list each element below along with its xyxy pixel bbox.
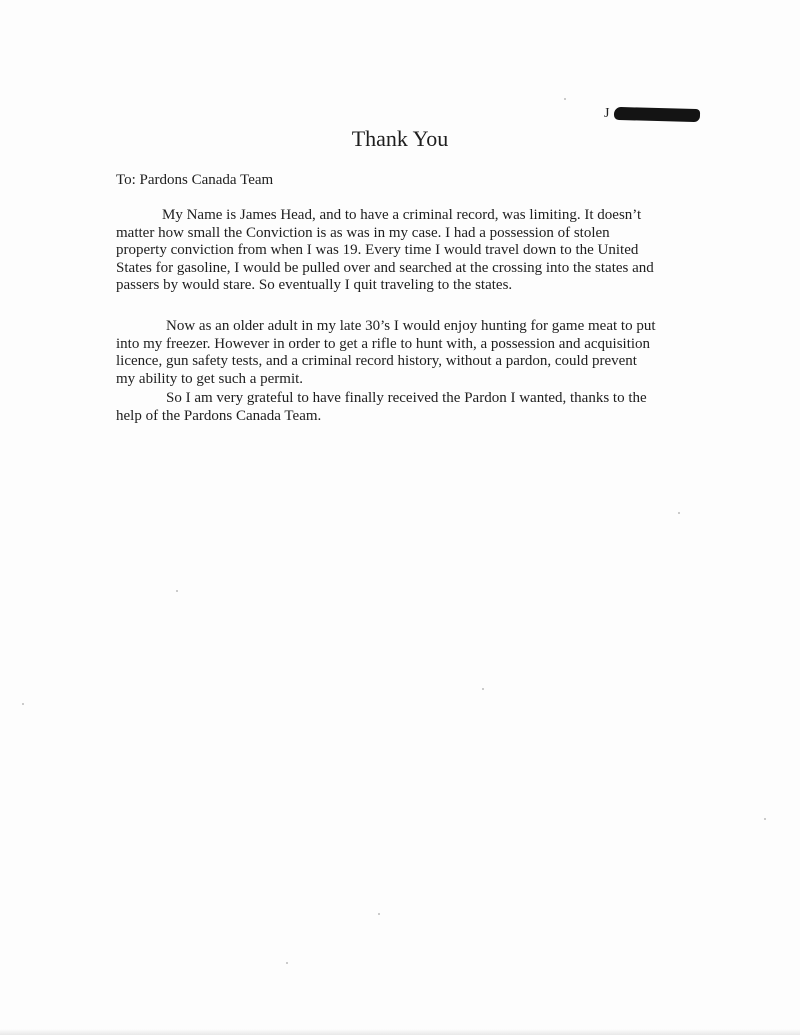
- paragraph-line: into my freezer. However in order to get a rifle to hunt with, a possession and acquisition: [116, 335, 651, 352]
- paragraph-2: [116, 318, 694, 388]
- paragraph-line: licence, gun safety tests, and a criminal record history, without a pardon, could prevent: [116, 353, 637, 369]
- paragraph-line: property conviction from when I was 19. Every time I would travel down to the United: [116, 242, 639, 258]
- scan-speck: [764, 818, 766, 820]
- paragraph-1: [116, 207, 694, 295]
- scan-speck: [176, 590, 178, 592]
- scan-speck: [564, 98, 566, 100]
- letter-title: Thank You: [351, 126, 449, 151]
- date-partial: J: [604, 106, 610, 121]
- paragraph-3: [116, 390, 694, 425]
- scan-speck: [378, 913, 380, 915]
- redaction-mark: [614, 107, 700, 122]
- paragraph-line: passers by would stare. So eventually I quit traveling to the states.: [116, 277, 513, 293]
- paragraph-line: Now as an older adult in my late 30’s I would enjoy hunting for game meat to put: [166, 318, 656, 334]
- paragraph-line: So I am very grateful to have finally received the Pardon I wanted, thanks to the: [166, 390, 647, 406]
- scan-speck: [22, 703, 24, 705]
- scan-speck: [678, 512, 680, 514]
- paragraph-line: My Name is James Head, and to have a criminal record, was limiting. It doesn’t: [162, 207, 642, 223]
- paragraph-line: States for gasoline, I would be pulled over and searched at the crossing into the states and: [116, 259, 654, 276]
- paragraph-line: matter how small the Conviction is as was in my case. I had a possession of stolen: [116, 224, 610, 241]
- scan-speck: [482, 688, 484, 690]
- paragraph-line: my ability to get such a permit.: [116, 370, 304, 387]
- letter-salutation: To: Pardons Canada Team: [116, 172, 274, 188]
- scan-speck: [286, 962, 288, 964]
- paragraph-line: help of the Pardons Canada Team.: [116, 407, 322, 424]
- scan-bottom-edge: [0, 1029, 800, 1035]
